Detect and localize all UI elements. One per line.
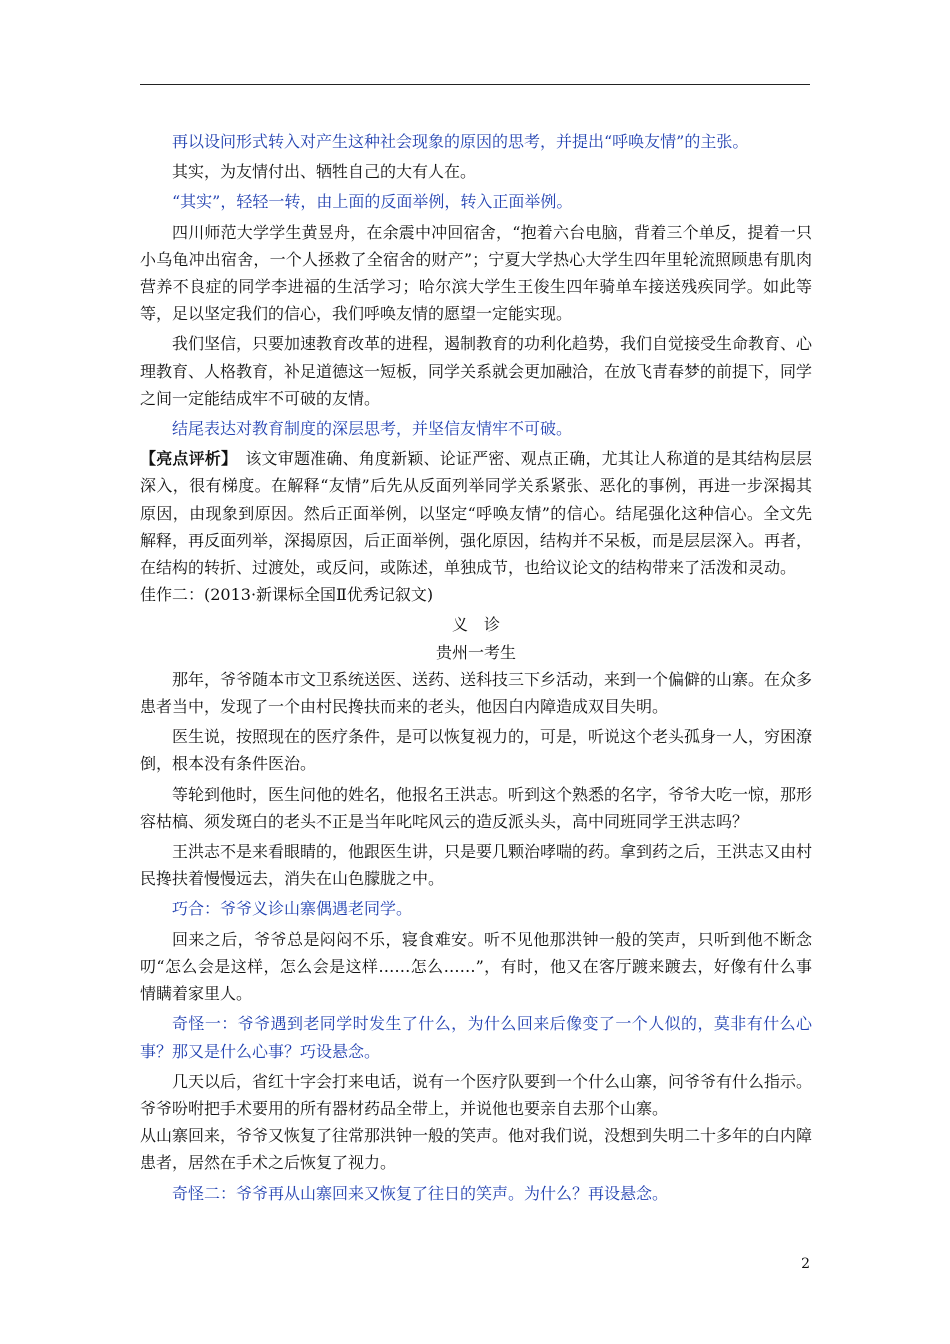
- body-paragraph: 等轮到他时，医生问他的姓名，他报名王洪志。听到这个熟悉的名字，爷爷大吃一惊，那形容枯槁、须发斑白的老头不正是当年叱咤风云的造反派头头，高中同班同学王洪志吗？: [140, 784, 813, 831]
- essay-heading: 佳作二：(2013·新课标全国Ⅱ优秀记叙文): [140, 585, 434, 605]
- body-paragraph: 从山寨回来，爷爷又恢复了往常那洪钟一般的笑声。他对我们说，没想到失明二十多年的白内障患者，居然在手术之后恢复了视力。: [140, 1126, 813, 1173]
- body-paragraph: 医生说，按照现在的医疗条件，是可以恢复视力的，可是，听说这个老头孤身一人，穷困潦倒，根本没有条件医治。: [140, 727, 813, 774]
- review-text: 该文审题准确、角度新颖、论证严密、观点正确，尤其让人称道的是其结构层层深入，很有梯度。在解释“友情”后先从反面列举同学关系紧张、恶化的事例，再进一步深揭其原因，由现象到原因。然后正面举例，以坚定“呼唤友情”的信心。结尾强化这种信心。全文先解释，再反面列举，深揭原因，后正面举例，强化原因，结构并不呆板，而是层层深入。再者，在结构的转折、过渡处，或反问，或陈述，单独成节，也给议论文的结构带来了活泼和灵动。: [140, 449, 813, 578]
- review-paragraph: [140, 445, 812, 581]
- body-paragraph: 四川师范大学学生黄昱舟，在余震中冲回宿舍，“抱着六台电脑，背着三个单反，提着一只小乌龟冲出宿舍，一个人拯救了全宿舍的财产”；宁夏大学热心大学生四年里轮流照顾患有肌肉营养不良症的同学李进福的生活学习；哈尔滨大学生王俊生四年骑单车接送残疾同学。如此等等，足以坚定我们的信心，我们呼唤友情的愿望一定能实现。: [140, 222, 812, 324]
- essay-author: 贵州一考生: [435, 642, 516, 662]
- comment-paragraph: “其实”，轻轻一转，由上面的反面举例，转入正面举例。: [172, 192, 573, 212]
- body-paragraph: 我们坚信，只要加速教育改革的进程，遏制教育的功利化趋势，我们自觉接受生命教育、心理教育、人格教育，补足道德这一短板，同学关系就会更加融洽，在放飞青春梦的前提下，同学之间一定能结成牢不可破的友情。: [140, 334, 813, 408]
- essay-title: 义 诊: [451, 615, 500, 635]
- body-paragraph: 其实，为友情付出、牺牲自己的大有人在。: [172, 162, 477, 182]
- body-paragraph: 王洪志不是来看眼睛的，他跟医生讲，只是要几颗治哮喘的药。拿到药之后，王洪志又由村民搀扶着慢慢远去，消失在山色朦胧之中。: [140, 842, 813, 889]
- comment-paragraph: 巧合：爷爷义诊山寨偶遇老同学。: [172, 899, 413, 919]
- comment-paragraph: 再以设问形式转入对产生这种社会现象的原因的思考，并提出“呼唤友情”的主张。: [172, 132, 749, 151]
- comment-paragraph: 奇怪二：爷爷再从山寨回来又恢复了往日的笑声。为什么？再设悬念。: [172, 1183, 669, 1203]
- page-number: 2: [801, 1256, 810, 1272]
- comment-paragraph: 奇怪一：爷爷遇到老同学时发生了什么，为什么回来后像变了一个人似的，莫非有什么心事？那又是什么心事？巧设悬念。: [140, 1014, 812, 1061]
- review-tag: 【亮点评析】: [140, 449, 230, 469]
- body-paragraph: 几天以后，省红十字会打来电话，说有一个医疗队要到一个什么山寨，问爷爷有什么指示。爷爷吩咐把手术要用的所有器材药品全带上，并说他也要亲自去那个山寨。: [140, 1071, 813, 1118]
- header-rule: [140, 84, 810, 85]
- article-body: [140, 128, 812, 1207]
- body-paragraph: 回来之后，爷爷总是闷闷不乐，寝食难安。听不见他那洪钟一般的笑声，只听到他不断念叨“怎么会是这样，怎么会是这样……怎么……”，有时，他又在客厅踱来踱去，好像有什么事情瞒着家里人。: [140, 929, 812, 1004]
- comment-paragraph: 结尾表达对教育制度的深层思考，并坚信友情牢不可破。: [172, 419, 573, 439]
- body-paragraph: 那年，爷爷随本市文卫系统送医、送药、送科技三下乡活动，来到一个偏僻的山寨。在众多患者当中，发现了一个由村民搀扶而来的老头，他因白内障造成双目失明。: [140, 669, 813, 717]
